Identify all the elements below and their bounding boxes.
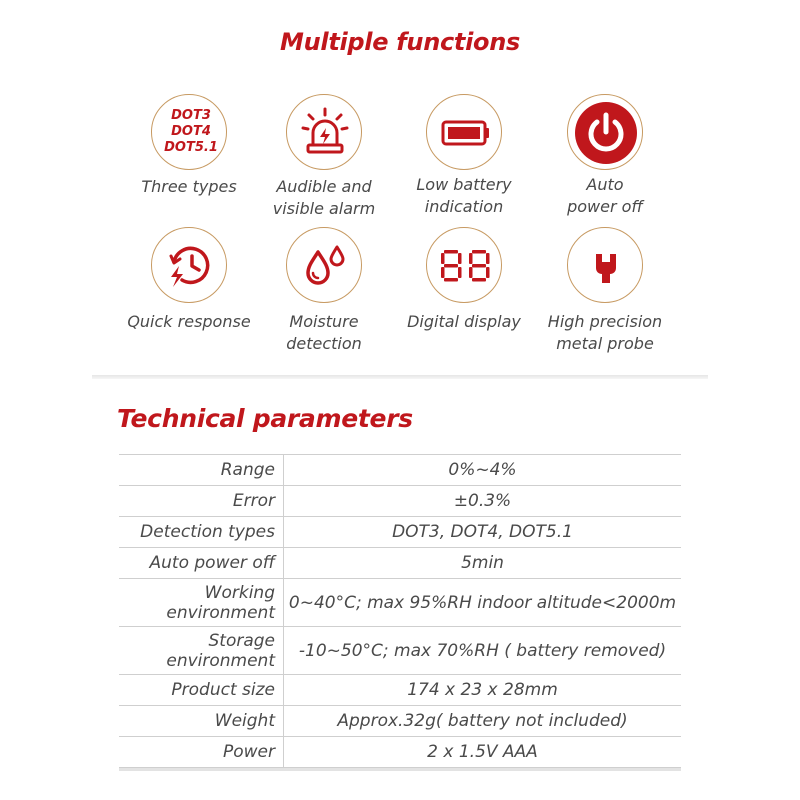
param-name: Auto power off bbox=[119, 548, 284, 579]
table-row bbox=[119, 579, 681, 627]
table-bottom-rule bbox=[119, 768, 681, 771]
feature-label: Three types bbox=[141, 177, 237, 196]
table-row bbox=[119, 627, 681, 675]
alarm-beacon-icon bbox=[286, 94, 362, 170]
seven-segment-display-icon bbox=[426, 227, 502, 303]
param-name: Product size bbox=[119, 675, 284, 706]
water-drops-icon bbox=[286, 227, 362, 303]
table-row bbox=[119, 517, 681, 548]
param-name: Power bbox=[119, 737, 284, 768]
section-divider bbox=[92, 375, 708, 379]
param-name: Working environment bbox=[119, 579, 284, 627]
table-row bbox=[119, 455, 681, 486]
feature-label: Audible and visible alarm bbox=[272, 177, 376, 218]
param-name: Range bbox=[119, 455, 284, 486]
param-value: -10~50°C; max 70%RH ( battery removed) bbox=[284, 627, 682, 675]
param-value: ±0.3% bbox=[284, 486, 682, 517]
table-row bbox=[119, 548, 681, 579]
param-value: DOT3, DOT4, DOT5.1 bbox=[284, 517, 682, 548]
param-value: Approx.32g( battery not included) bbox=[284, 706, 682, 737]
multiple-functions-title: Multiple functions bbox=[280, 28, 520, 56]
param-name: Storage environment bbox=[119, 627, 284, 675]
feature-label: High precision metal probe bbox=[547, 312, 663, 353]
feature-label: Auto power off bbox=[567, 175, 643, 216]
feature-label: Quick response bbox=[127, 312, 251, 331]
param-value: 2 x 1.5V AAA bbox=[284, 737, 682, 768]
table-row bbox=[119, 706, 681, 737]
power-icon bbox=[567, 94, 643, 170]
param-value: 0%~4% bbox=[284, 455, 682, 486]
parameters-table bbox=[119, 454, 681, 768]
feature-label: Digital display bbox=[407, 312, 521, 331]
param-value: 174 x 23 x 28mm bbox=[284, 675, 682, 706]
technical-parameters-title: Technical parameters bbox=[117, 404, 413, 433]
param-name: Error bbox=[119, 486, 284, 517]
param-value: 5min bbox=[284, 548, 682, 579]
metal-probe-icon bbox=[567, 227, 643, 303]
table-row bbox=[119, 486, 681, 517]
param-name: Detection types bbox=[119, 517, 284, 548]
quick-response-clock-icon bbox=[151, 227, 227, 303]
table-row bbox=[119, 737, 681, 768]
dot-types-text: DOT3 DOT4 DOT5.1 bbox=[164, 108, 218, 155]
param-value: 0~40°C; max 95%RH indoor altitude<2000m bbox=[284, 579, 682, 627]
table-row bbox=[119, 675, 681, 706]
param-name: Weight bbox=[119, 706, 284, 737]
feature-label: Low battery indication bbox=[416, 175, 512, 216]
battery-icon bbox=[426, 94, 502, 170]
dot-types-text-icon bbox=[151, 94, 227, 170]
feature-label: Moisture detection bbox=[286, 312, 362, 353]
